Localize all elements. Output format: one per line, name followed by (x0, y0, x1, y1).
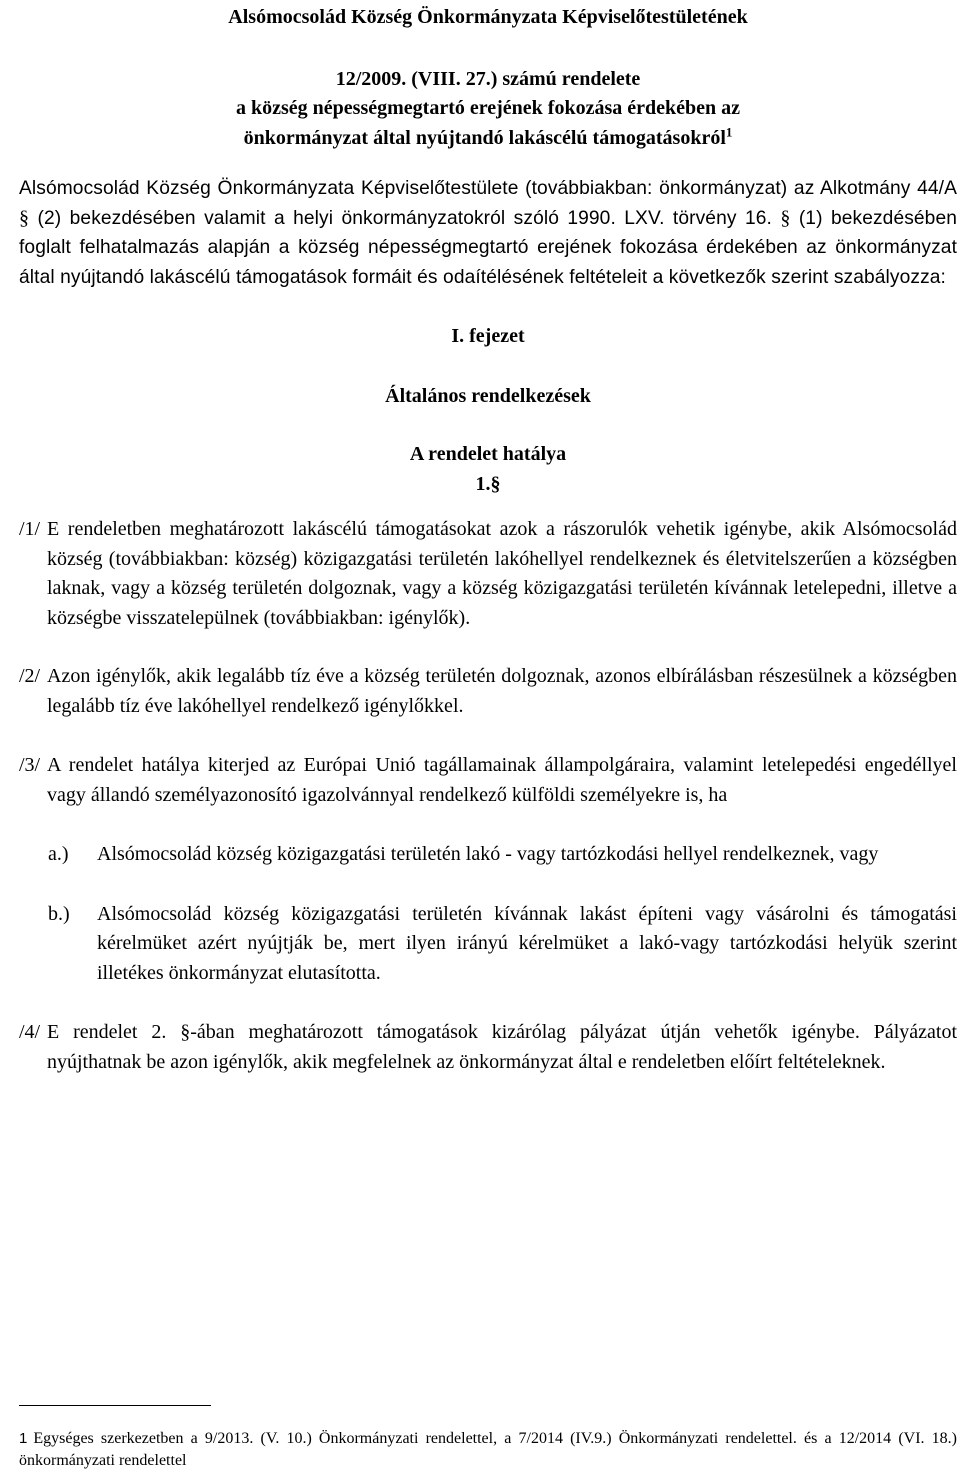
preamble-text-c: (1) bekezdésében foglalt felhatalmazás alapján a község népességmegtartó erejének fokozása érdekében az önkormányzat által nyújtandó lakáscélú támogatások formáit és odaítélésének feltételeit a következők szerint szabályozza: (19, 207, 957, 288)
paragraph-3 (19, 751, 957, 810)
footnote-text: Egységes szerkezetben a 9/2013. (V. 10.) Önkormányzati rendelettel, a 7/2014 (IV.9.) Önkormányzati rendelettel. és a 12/2014 (VI. 18.) önkormányzati rendelettel (19, 1430, 957, 1469)
subitem-a (19, 840, 957, 870)
section-number (19, 470, 957, 500)
footnote-reference[interactable]: 1 (725, 123, 733, 139)
section-sign: § (180, 1021, 191, 1043)
document-header (19, 3, 957, 153)
paragraph-number: /4/ (19, 1021, 41, 1043)
section-sign: § (780, 206, 791, 229)
paragraph-1 (19, 515, 957, 633)
section-title: A rendelet hatálya (409, 443, 567, 465)
paragraph-text: A rendelet hatálya kiterjed az Európai Unió tagállamainak állampolgáraira, valamint letelepedési engedéllyel vagy állandó személyazonosító igazolvánnyal rendelkező külföldi személyekre is, ha (47, 754, 957, 806)
paragraph-text: E rendeletben meghatározott lakáscélú támogatásokat azok a rászorulók vehetik igénybe, akik Alsómocsolád község (továbbiakban: község) közigazgatási területén lakóhellyel rendelkeznek és életvitelszerűen a községben laknak, vagy a község területén dolgoznak, vagy a község közigazgatási területén kívánnak letelepedni, illetve a községbe visszatelepülnek (továbbiakban: igénylők). (47, 518, 957, 629)
document-page (0, 3, 960, 1469)
chapter-number: I. fejezet (451, 325, 525, 347)
paragraph-number: /1/ (19, 518, 41, 540)
preamble-text-b: (2) bekezdésében valamit a helyi önkormányzatokról szóló 1990. LXV. törvény 16. (29, 207, 781, 229)
footnote-mark: 1 (19, 1430, 28, 1447)
section-number-value: 1. (475, 472, 491, 495)
subitem-label: a.) (48, 843, 69, 865)
paragraph-4 (19, 1018, 957, 1077)
chapter-title: Általános rendelkezések (385, 384, 591, 407)
subitem-label: b.) (48, 902, 70, 925)
subitem-b (19, 900, 957, 989)
paragraph-text-a: E rendelet 2. (47, 1021, 181, 1043)
decree-subject-line-2 (19, 124, 957, 154)
preamble-text-a: Alsómocsolád Község Önkormányzata Képviselőtestülete (továbbiakban: önkormányzat) az Alkotmány 44/A (19, 178, 957, 199)
section-sign: § (19, 206, 30, 229)
decree-subject-line-1: a község népességmegtartó erejének fokozása érdekében az (236, 97, 740, 119)
paragraph-number: /2/ (19, 665, 41, 687)
paragraph-2 (19, 662, 957, 721)
paragraph-number: /3/ (19, 754, 41, 776)
footnote-divider (19, 1405, 211, 1406)
decree-number: 12/2009. (VIII. 27.) számú rendelete (335, 67, 641, 90)
subitem-text: Alsómocsolád község közigazgatási területén kívánnak lakást építeni vagy vásárolni és támogatási kérelmüket azért nyújtják be, mert ilyen irányú kérelmüket a lakó-vagy tartózkodási helyük szerint illetékes önkormányzat elutasította. (97, 902, 957, 984)
paragraph-text: Azon igénylők, akik legalább tíz éve a község területén dolgoznak, azonos elbírálásban részesülnek a községben legalább tíz éve lakóhellyel rendelkező igénylőkkel. (47, 665, 957, 717)
council-title: Alsómocsolád Község Önkormányzata Képviselőtestületének (228, 6, 748, 28)
paragraph-text-b: -ában meghatározott támogatások kizárólag pályázat útján vehetők igénybe. Pályázatot nyújthatnak be azon igénylők, akik megfelelnek az önkormányzat által e rendeletben előírt feltételeknek. (47, 1021, 957, 1073)
subitem-text: Alsómocsolád község közigazgatási területén lakó - vagy tartózkodási hellyel rendelkeznek, vagy (97, 843, 879, 865)
preamble (19, 174, 957, 292)
decree-subject-text: önkormányzat által nyújtandó lakáscélú támogatásokról (243, 126, 726, 149)
section-sign: § (490, 472, 501, 495)
footnote (19, 1428, 957, 1472)
